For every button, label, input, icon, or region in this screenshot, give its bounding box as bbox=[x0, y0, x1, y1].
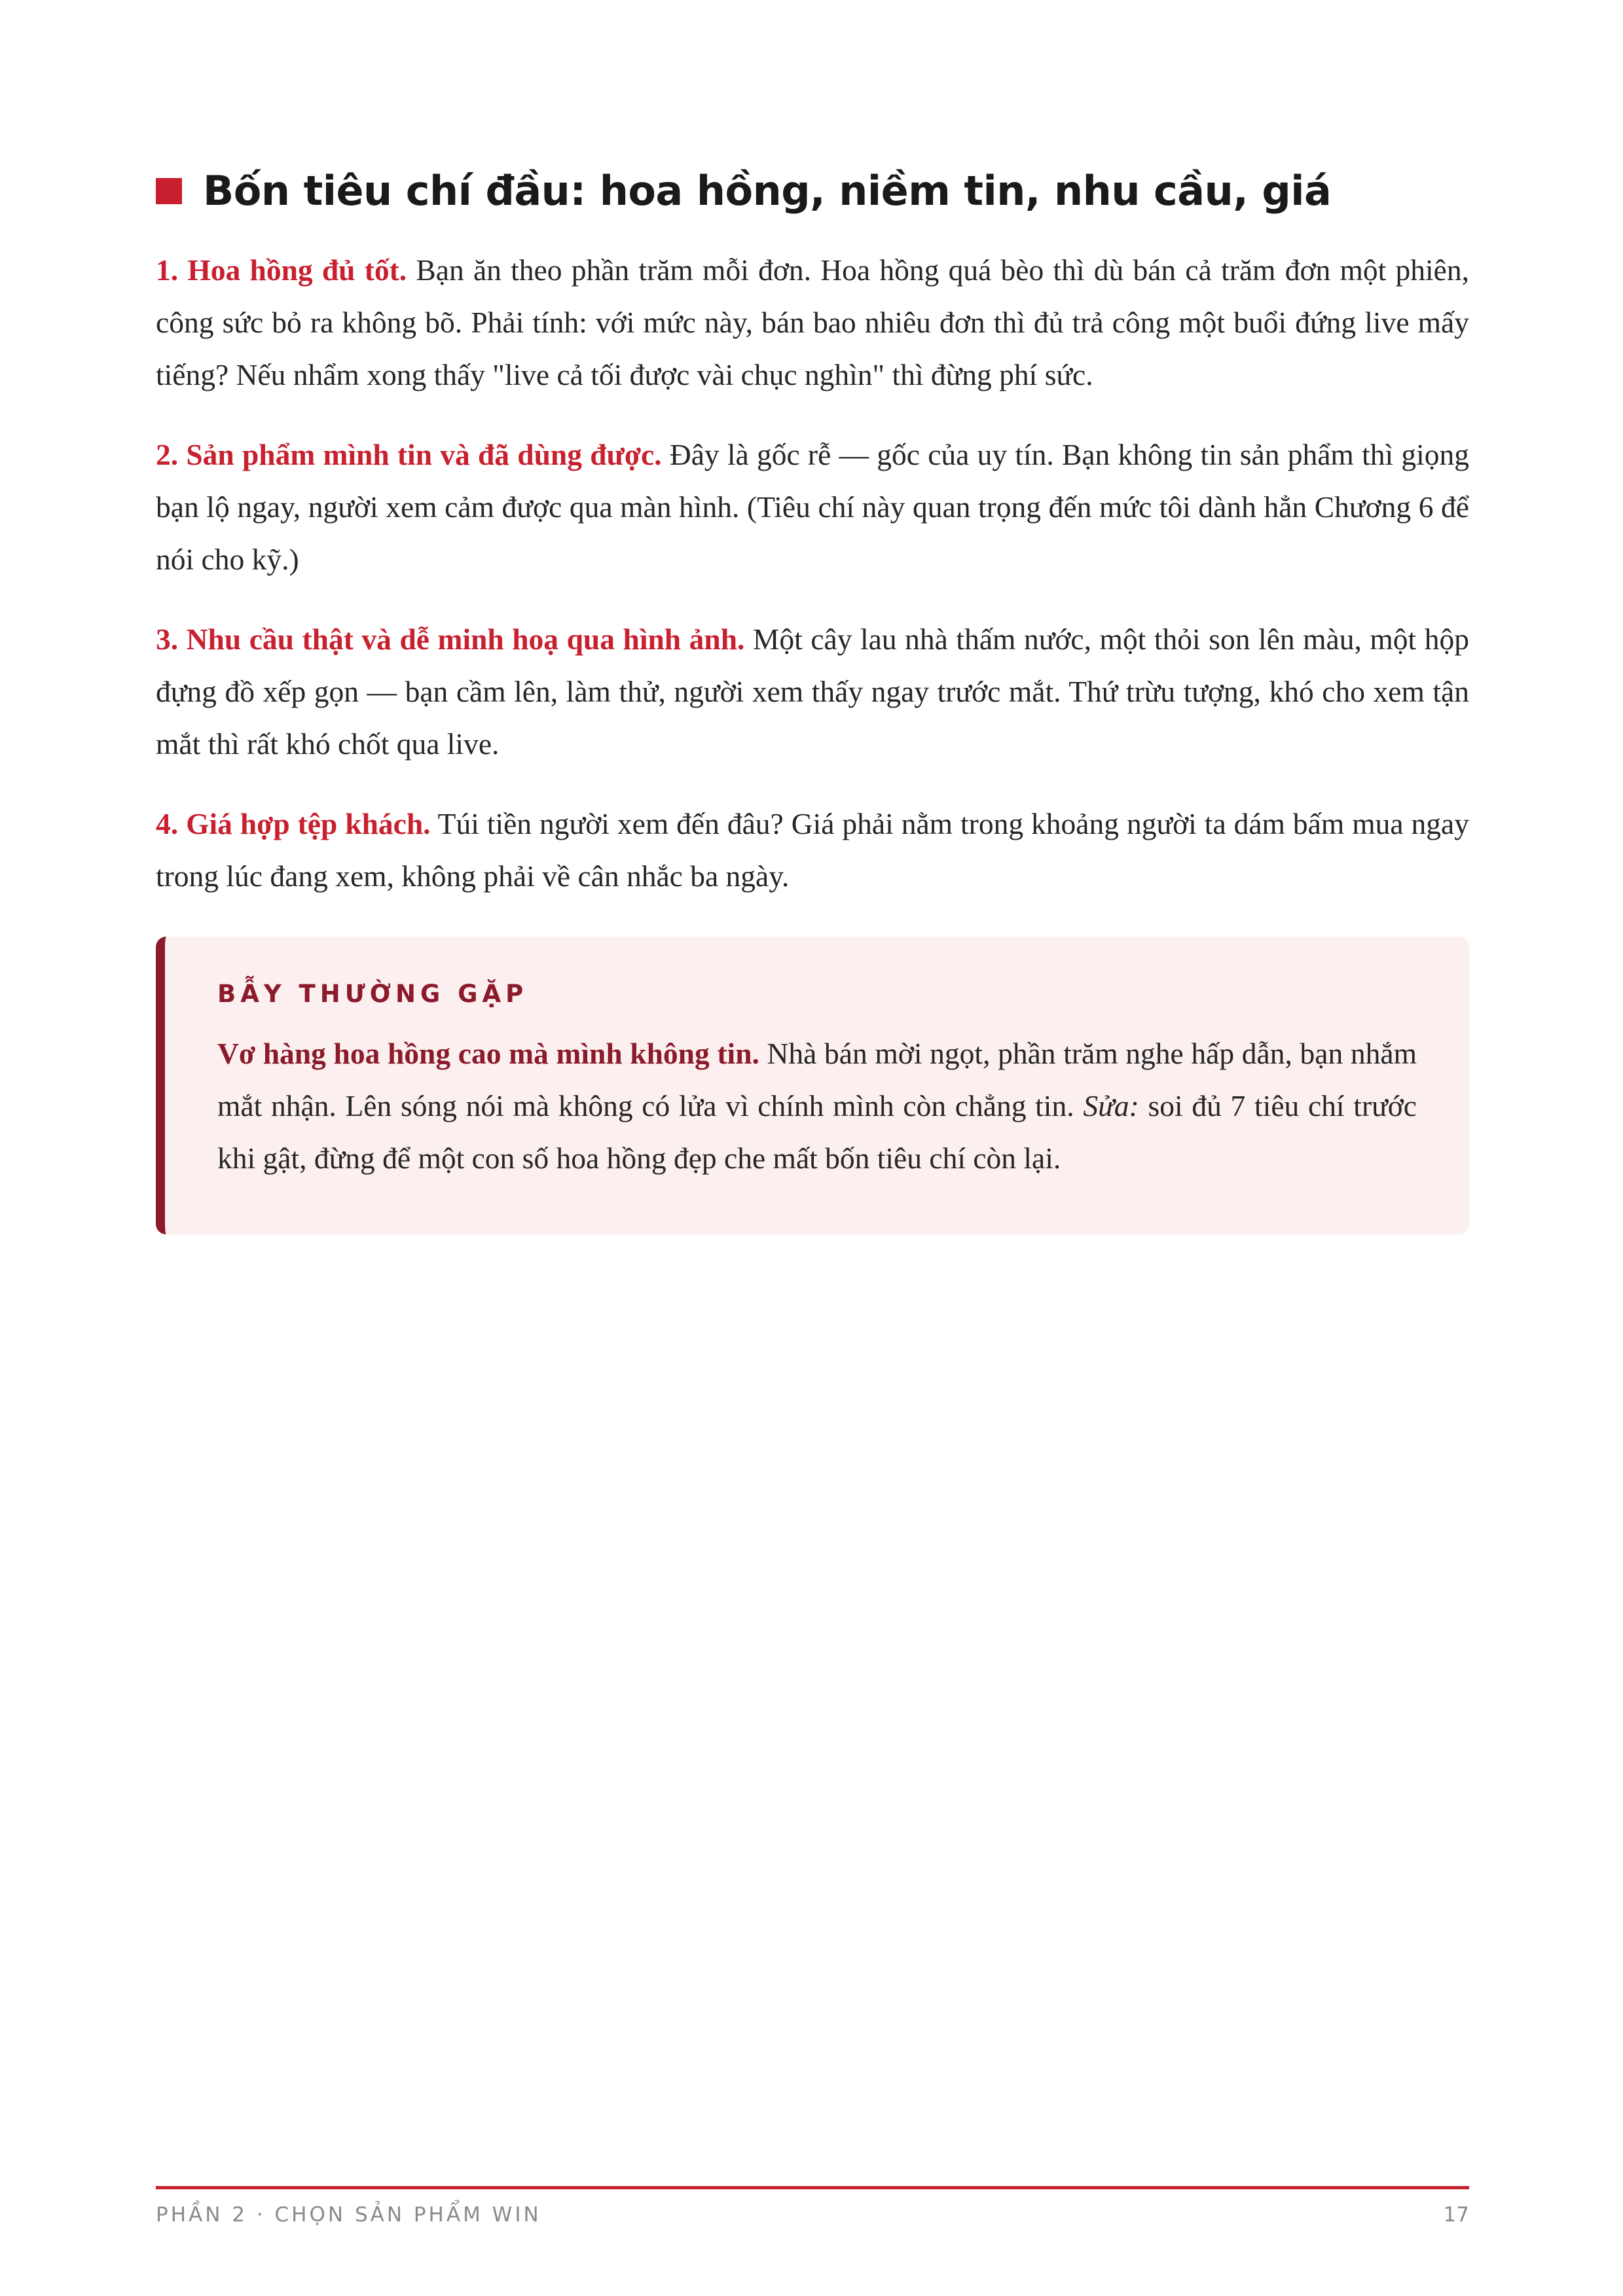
criterion-lead: 2. Sản phẩm mình tin và đã dùng được. bbox=[156, 438, 662, 472]
criterion-lead: 4. Giá hợp tệp khách. bbox=[156, 807, 431, 841]
callout-lead: Vơ hàng hoa hồng cao mà mình không tin. bbox=[217, 1037, 759, 1071]
callout-label: BẪY THƯỜNG GẶP bbox=[217, 980, 528, 1009]
section-heading bbox=[156, 167, 1469, 215]
criterion-lead: 3. Nhu cầu thật và dễ minh hoạ qua hình ảnh. bbox=[156, 622, 745, 656]
criterion-body: Bạn ăn theo phần trăm mỗi đơn. Hoa hồng quá bèo thì dù bán cả trăm đơn một phiên, công sức bỏ ra không bõ. Phải tính: với mức này, bán bao nhiêu đơn thì đủ trả công một buổi đứng live mấy tiếng? Nếu nhẩm xong thấy "live cả tối được vài chục nghìn" thì đừng phí sức. bbox=[156, 253, 1469, 392]
square-bullet-icon bbox=[156, 178, 182, 204]
footer-divider bbox=[156, 2186, 1469, 2189]
criterion-paragraph bbox=[156, 429, 1469, 586]
page-number: 17 bbox=[1443, 2203, 1469, 2227]
criterion-paragraph bbox=[156, 798, 1469, 903]
callout-body bbox=[217, 1028, 1417, 1185]
callout-fix-label: Sửa: bbox=[1083, 1089, 1139, 1123]
criterion-body: Một cây lau nhà thấm nước, một thỏi son lên màu, một hộp đựng đồ xếp gọn — bạn cầm lên, làm thử, người xem thấy ngay trước mắt. Thứ trừu tượng, khó cho xem tận mắt thì rất khó chốt qua live. bbox=[156, 622, 1469, 761]
page-content bbox=[156, 167, 1469, 1234]
callout-text-before: Nhà bán mời ngọt, phần trăm nghe hấp dẫn, bạn nhắm mắt nhận. Lên sóng nói mà không có lửa vì chính mình còn chẳng tin. bbox=[217, 1037, 1417, 1123]
criterion-paragraph bbox=[156, 244, 1469, 401]
pitfall-callout bbox=[156, 937, 1469, 1234]
callout-text-after: soi đủ 7 tiêu chí trước khi gật, đừng để một con số hoa hồng đẹp che mất bốn tiêu chí còn lại. bbox=[217, 1089, 1417, 1175]
criterion-paragraph bbox=[156, 613, 1469, 770]
criterion-body: Túi tiền người xem đến đâu? Giá phải nằm trong khoảng người ta dám bấm mua ngay trong lúc đang xem, không phải về cân nhắc ba ngày. bbox=[156, 807, 1469, 893]
footer-section-label: PHẦN 2 · CHỌN SẢN PHẨM WIN bbox=[156, 2203, 541, 2227]
section-title: Bốn tiêu chí đầu: hoa hồng, niềm tin, nhu cầu, giá bbox=[203, 167, 1332, 215]
criterion-lead: 1. Hoa hồng đủ tốt. bbox=[156, 253, 407, 287]
criterion-body: Đây là gốc rễ — gốc của uy tín. Bạn không tin sản phẩm thì giọng bạn lộ ngay, người xem cảm được qua màn hình. (Tiêu chí này quan trọng đến mức tôi dành hẳn Chương 6 để nói cho kỹ.) bbox=[156, 438, 1469, 577]
